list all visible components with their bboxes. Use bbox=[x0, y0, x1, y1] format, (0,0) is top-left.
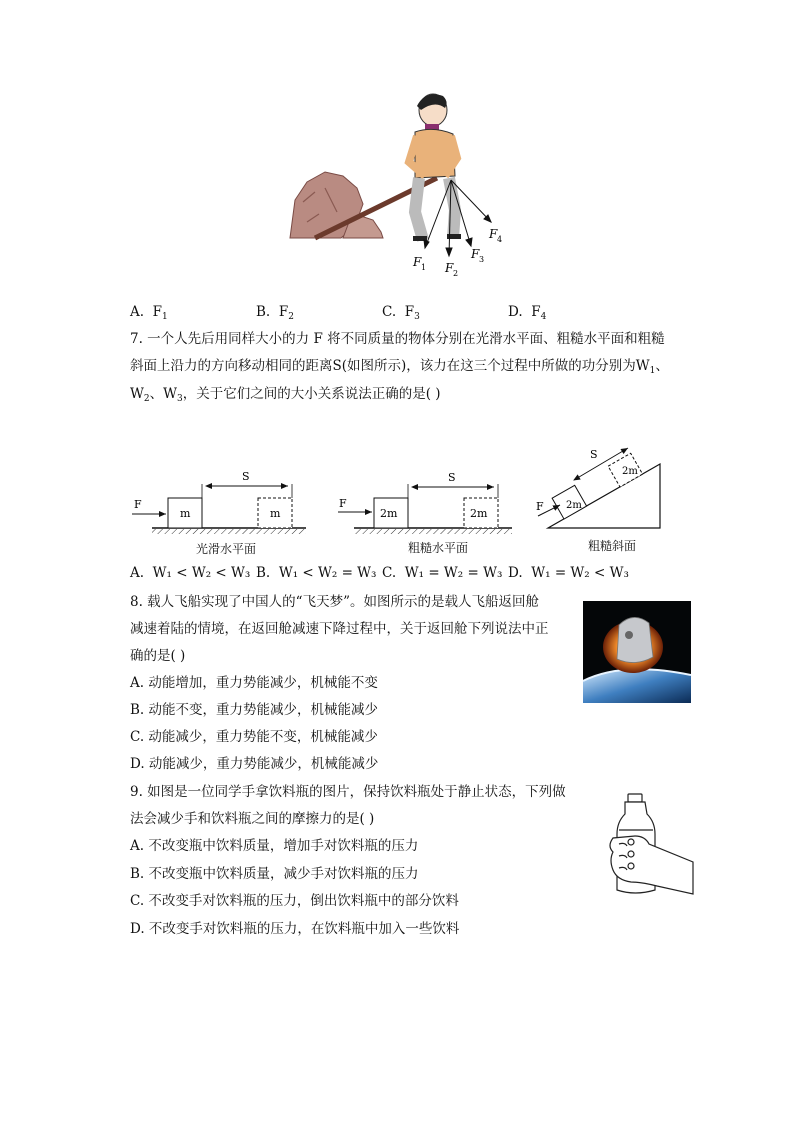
q6-option-d[interactable]: D. $F_4$ bbox=[508, 304, 547, 322]
q8-line-2: 减速着陆的情境，在返回舱减速下降过程中，关于返回舱下列说法中正 bbox=[130, 621, 549, 637]
q8-option-a[interactable]: A. 动能增加，重力势能减少，机械能不变 bbox=[130, 675, 378, 691]
q7-option-a[interactable]: A. W₁ < W₂ < W₃ bbox=[130, 565, 251, 581]
q8-option-c[interactable]: C. 动能减少，重力势能不变，机械能减少 bbox=[130, 729, 378, 745]
q9-option-b[interactable]: B. 不改变瓶中饮料质量，减少手对饮料瓶的压力 bbox=[130, 866, 419, 882]
svg-text:m: m bbox=[270, 507, 281, 520]
man bbox=[409, 94, 461, 241]
svg-text:2m: 2m bbox=[622, 466, 638, 477]
f4-label: F bbox=[489, 227, 498, 241]
svg-text:3: 3 bbox=[479, 255, 485, 264]
caption-smooth: 光滑水平面 bbox=[196, 542, 257, 556]
svg-text:F: F bbox=[134, 498, 142, 511]
q7-line-1: 7. 一个人先后用同样大小的力 F 将不同质量的物体分别在光滑水平面、粗糙水平面和粗糙 bbox=[130, 331, 665, 347]
svg-text:F: F bbox=[536, 500, 544, 513]
q8-option-b[interactable]: B. 动能不变，重力势能减少，机械能减少 bbox=[130, 702, 379, 718]
bottle-hand-image bbox=[605, 790, 697, 898]
svg-text:S: S bbox=[590, 448, 598, 461]
q8-option-d[interactable]: D. 动能减少，重力势能减少，机械能减少 bbox=[130, 756, 379, 772]
f2-label: F bbox=[445, 261, 454, 275]
svg-text:m: m bbox=[180, 507, 191, 520]
q7-option-c[interactable]: C. W₁ = W₂ = W₃ bbox=[382, 565, 503, 581]
svg-text:2: 2 bbox=[453, 269, 459, 278]
q6-option-a[interactable]: A. $F_1$ bbox=[130, 304, 168, 322]
q7-option-b[interactable]: B. W₁ < W₂ = W₃ bbox=[256, 565, 377, 581]
svg-text:F: F bbox=[339, 497, 347, 510]
q7-diagrams bbox=[128, 436, 668, 536]
caption-incline: 粗糙斜面 bbox=[588, 539, 637, 553]
f3-label: F bbox=[471, 247, 480, 261]
q7-option-d[interactable]: D. W₁ = W₂ < W₃ bbox=[508, 565, 629, 581]
q7-line-3: $W_2$、$W_3$，关于它们之间的大小关系说法正确的是( ) bbox=[130, 386, 441, 404]
q9-line-1: 9. 如图是一位同学手拿饮料瓶的图片，保持饮料瓶处于静止状态，下列做 bbox=[130, 784, 566, 800]
svg-text:1: 1 bbox=[421, 263, 427, 272]
svg-text:2m: 2m bbox=[470, 507, 488, 520]
diagram-rough-incline bbox=[538, 448, 660, 528]
f1-label: F bbox=[413, 255, 422, 269]
q7-line-2: 斜面上沿力的方向移动相同的距离S(如图所示)，该力在这三个过程中所做的功分别为$W_1$、 bbox=[130, 358, 669, 376]
q9-option-d[interactable]: D. 不改变手对饮料瓶的压力，在饮料瓶中加入一些饮料 bbox=[130, 921, 460, 937]
q6-option-b[interactable]: B. $F_2$ bbox=[256, 304, 294, 322]
svg-text:S: S bbox=[448, 471, 456, 484]
lever-figure bbox=[285, 92, 515, 282]
svg-text:2m: 2m bbox=[566, 500, 582, 511]
q9-line-2: 法会减少手和饮料瓶之间的摩擦力的是( ) bbox=[130, 811, 375, 827]
q6-option-c[interactable]: C. $F_3$ bbox=[382, 304, 420, 322]
q8-line-1: 8. 载人飞船实现了中国人的“飞天梦”。如图所示的是载人飞船返回舱 bbox=[130, 594, 539, 610]
q9-option-a[interactable]: A. 不改变瓶中饮料质量，增加手对饮料瓶的压力 bbox=[130, 838, 419, 854]
svg-text:S: S bbox=[242, 470, 250, 483]
capsule-image bbox=[583, 601, 691, 703]
q9-option-c[interactable]: C. 不改变手对饮料瓶的压力，倒出饮料瓶中的部分饮料 bbox=[130, 893, 459, 909]
caption-rough: 粗糙水平面 bbox=[408, 541, 469, 555]
svg-text:4: 4 bbox=[497, 235, 503, 244]
svg-text:2m: 2m bbox=[380, 507, 398, 520]
q8-line-3: 确的是( ) bbox=[130, 648, 186, 664]
